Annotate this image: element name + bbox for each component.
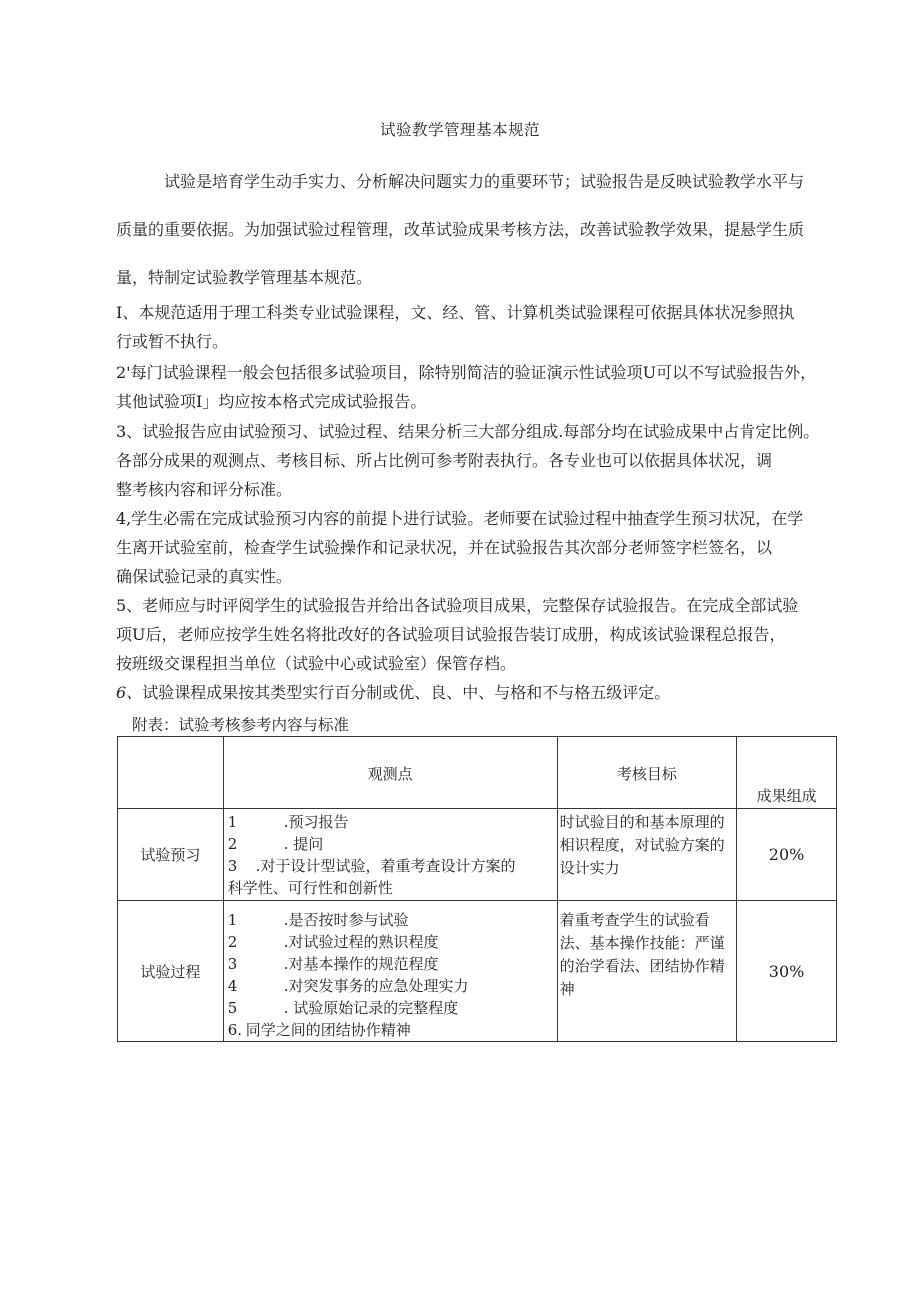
list-item [116, 417, 846, 504]
list-item [116, 678, 846, 707]
observation-line [228, 855, 553, 877]
list-item [116, 358, 846, 416]
rules-list [116, 298, 846, 707]
row-observations [223, 901, 557, 1042]
observation-line [228, 975, 553, 997]
list-item [116, 504, 846, 591]
item-line: 确保试验记录的真实性。 [116, 567, 293, 586]
row-category: 试验预习 [118, 809, 224, 901]
item-line: 其他试验项I」均应按本格式完成试验报告。 [116, 392, 427, 411]
observation-text: .对试验过程的熟识程度 [283, 933, 439, 951]
row-goal: 时试验目的和基本原理的相识程度，对试验方案的设计实力 [557, 809, 737, 901]
observation-line [228, 909, 553, 931]
table-row [118, 809, 837, 901]
observation-text: 科学性、可行性和创新性 [227, 879, 393, 897]
item-line: 项U后，老师应按学生姓名将批改好的各试验项目试验报告装订成册，构成该试验课程总报告， [116, 625, 786, 644]
observation-text: .对突发事务的应急处理实力 [283, 977, 469, 995]
observation-line [228, 953, 553, 975]
item-line: 试验课程成果按其类型实行百分制或优、良、中、与格和不与格五级评定。 [142, 683, 671, 702]
item-line: 老师应与时评阅学生的试验报告并给出各试验项目成果，完整保存试验报告。在完成全部试验 [142, 596, 799, 615]
observation-text: .对基本操作的规范程度 [283, 955, 439, 973]
observation-number: 2 [227, 933, 238, 951]
header-observation: 观测点 [223, 737, 557, 809]
observation-number: 1 [227, 911, 238, 929]
observation-number: 6. [227, 1021, 243, 1039]
page-title: 试验教学管理基本规范 [379, 121, 540, 139]
observation-number: 2 [227, 835, 238, 853]
row-observations [223, 809, 557, 901]
item-line: 整考核内容和评分标准。 [116, 480, 293, 499]
observation-line [228, 811, 553, 833]
item-number: 2' [116, 363, 131, 382]
item-line: 生离开试验室前，检查学生试验操作和记录状况，并在试验报告其次部分老师签字栏签名，以 [116, 538, 773, 557]
observation-line [228, 833, 553, 855]
row-category: 试验过程 [118, 901, 224, 1042]
table-caption: 附表：试验考核参考内容与标准 [132, 716, 350, 734]
intro-paragraph [116, 158, 846, 302]
observation-text: .预习报告 [283, 813, 349, 831]
intro-line: 量，特制定试验教学管理基本规范。 [116, 268, 373, 287]
observation-number: 3 [227, 955, 238, 973]
item-number: 6、 [116, 683, 143, 702]
observation-line [228, 997, 553, 1019]
item-line: 行或暂不执行。 [116, 332, 229, 351]
observation-text: . 提问 [283, 835, 324, 853]
observation-text: . 试验原始记录的完整程度 [283, 999, 459, 1017]
observation-number: 1 [227, 813, 238, 831]
observation-line [228, 877, 553, 899]
item-line: 每门试验课程一般会包括很多试验项目，除特别简洁的验证演示性试验项U可以不写试验报告外， [130, 363, 817, 382]
intro-line: 试验是培育学生动手实力、分析解决问题实力的重要环节；试验报告是反映试验教学水平与 [164, 172, 805, 191]
item-number: I、 [116, 303, 139, 322]
header-score: 成果组成 [737, 737, 837, 809]
observation-text: .是否按时参与试验 [283, 911, 409, 929]
list-item [116, 298, 846, 356]
item-line: 按班级交课程担当单位（试验中心或试验室）保管存档。 [116, 654, 517, 673]
observation-number: 5 [227, 999, 238, 1017]
table-header-row [118, 737, 837, 809]
observation-number: 4 [227, 977, 238, 995]
item-line: 各部分成果的观测点、考核目标、所占比例可参考附表执行。各专业也可以依据具体状况，调 [116, 451, 773, 470]
intro-line: 质量的重要依据。为加强试验过程管理，改革试验成果考核方法，改善试验教学效果，提悬学生质 [116, 220, 805, 239]
list-item [116, 591, 846, 678]
observation-line [228, 931, 553, 953]
table-row [118, 901, 837, 1042]
observation-line [228, 1019, 553, 1041]
row-goal: 着重考查学生的试验看法、基本操作技能：严谨的治学看法、团结协作精神 [557, 901, 737, 1042]
row-score: 20% [737, 809, 837, 901]
header-category [118, 737, 224, 809]
item-line: 学生必需在完成试验预习内容的前提卜进行试验。老师要在试验过程中抽查学生预习状况，在学 [131, 509, 804, 528]
observation-number: 3 [227, 857, 238, 875]
item-number: 5、 [116, 596, 143, 615]
item-line: 试验报告应由试验预习、试验过程、结果分析三大部分组成.每部分均在试验成果中占肯定比例。 [142, 422, 820, 441]
observation-text: .对于设计型试验，着重考查设计方案的 [255, 857, 516, 875]
item-number: 3、 [116, 422, 143, 441]
item-line: 本规范适用于理工科类专业试验课程，文、经、管、计算机类试验课程可依据具体状况参照执 [138, 303, 795, 322]
observation-text: 同学之间的团结协作精神 [245, 1021, 411, 1039]
item-number: 4, [116, 509, 132, 528]
header-goal: 考核目标 [557, 737, 737, 809]
row-score: 30% [737, 901, 837, 1042]
assessment-table [117, 736, 837, 1042]
